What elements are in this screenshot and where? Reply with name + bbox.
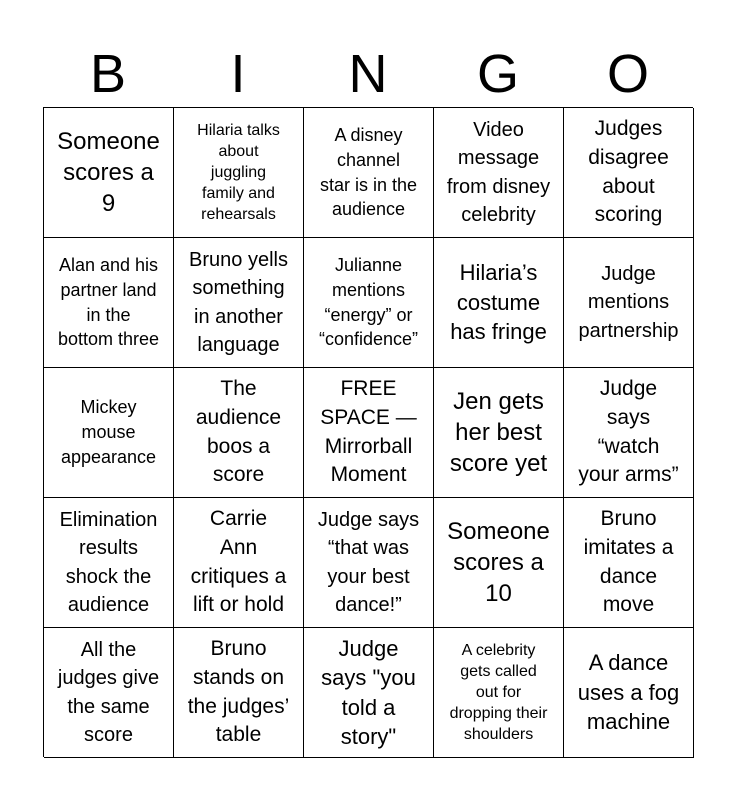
header-letter-o: O [606,44,649,104]
bingo-cell[interactable]: Video message from disney celebrity [434,108,564,238]
bingo-cell[interactable]: A dance uses a fog machine [564,628,694,758]
bingo-cell[interactable]: Someone scores a 10 [434,498,564,628]
bingo-cell[interactable]: Judges disagree about scoring [564,108,694,238]
bingo-cell[interactable]: A disney channel star is in the audience [304,108,434,238]
bingo-cell free-space[interactable]: FREE SPACE — Mirrorball Moment [304,368,434,498]
bingo-cell[interactable]: The audience boos a score [174,368,304,498]
bingo-cell[interactable]: Alan and his partner land in the bottom three [44,238,174,368]
bingo-cell[interactable]: Carrie Ann critiques a lift or hold [174,498,304,628]
bingo-cell[interactable]: Julianne mentions “energy” or “confidence” [304,238,434,368]
bingo-header [43,40,693,108]
bingo-cell[interactable]: Jen gets her best score yet [434,368,564,498]
header-letter-g: G [476,44,519,104]
bingo-cell[interactable]: Elimination results shock the audience [44,498,174,628]
bingo-cell[interactable]: Bruno yells something in another language [174,238,304,368]
header-letter-b: B [89,44,127,104]
bingo-cell[interactable]: Bruno stands on the judges’ table [174,628,304,758]
bingo-cell[interactable]: Judge mentions partnership [564,238,694,368]
header-letter-n: N [348,44,388,104]
bingo-cell[interactable]: Mickey mouse appearance [44,368,174,498]
bingo-cell[interactable]: Judge says "you told a story" [304,628,434,758]
bingo-cell[interactable]: A celebrity gets called out for dropping their shoulders [434,628,564,758]
bingo-cell[interactable]: All the judges give the same score [44,628,174,758]
bingo-cell[interactable]: Hilaria talks about juggling family and rehearsals [174,108,304,238]
bingo-cell[interactable]: Bruno imitates a dance move [564,498,694,628]
bingo-grid [43,107,693,757]
bingo-cell[interactable]: Judge says “watch your arms” [564,368,694,498]
bingo-cell[interactable]: Hilaria’s costume has fringe [434,238,564,368]
bingo-cell[interactable]: Someone scores a 9 [44,108,174,238]
bingo-cell[interactable]: Judge says “that was your best dance!” [304,498,434,628]
header-letter-i: I [230,44,246,104]
